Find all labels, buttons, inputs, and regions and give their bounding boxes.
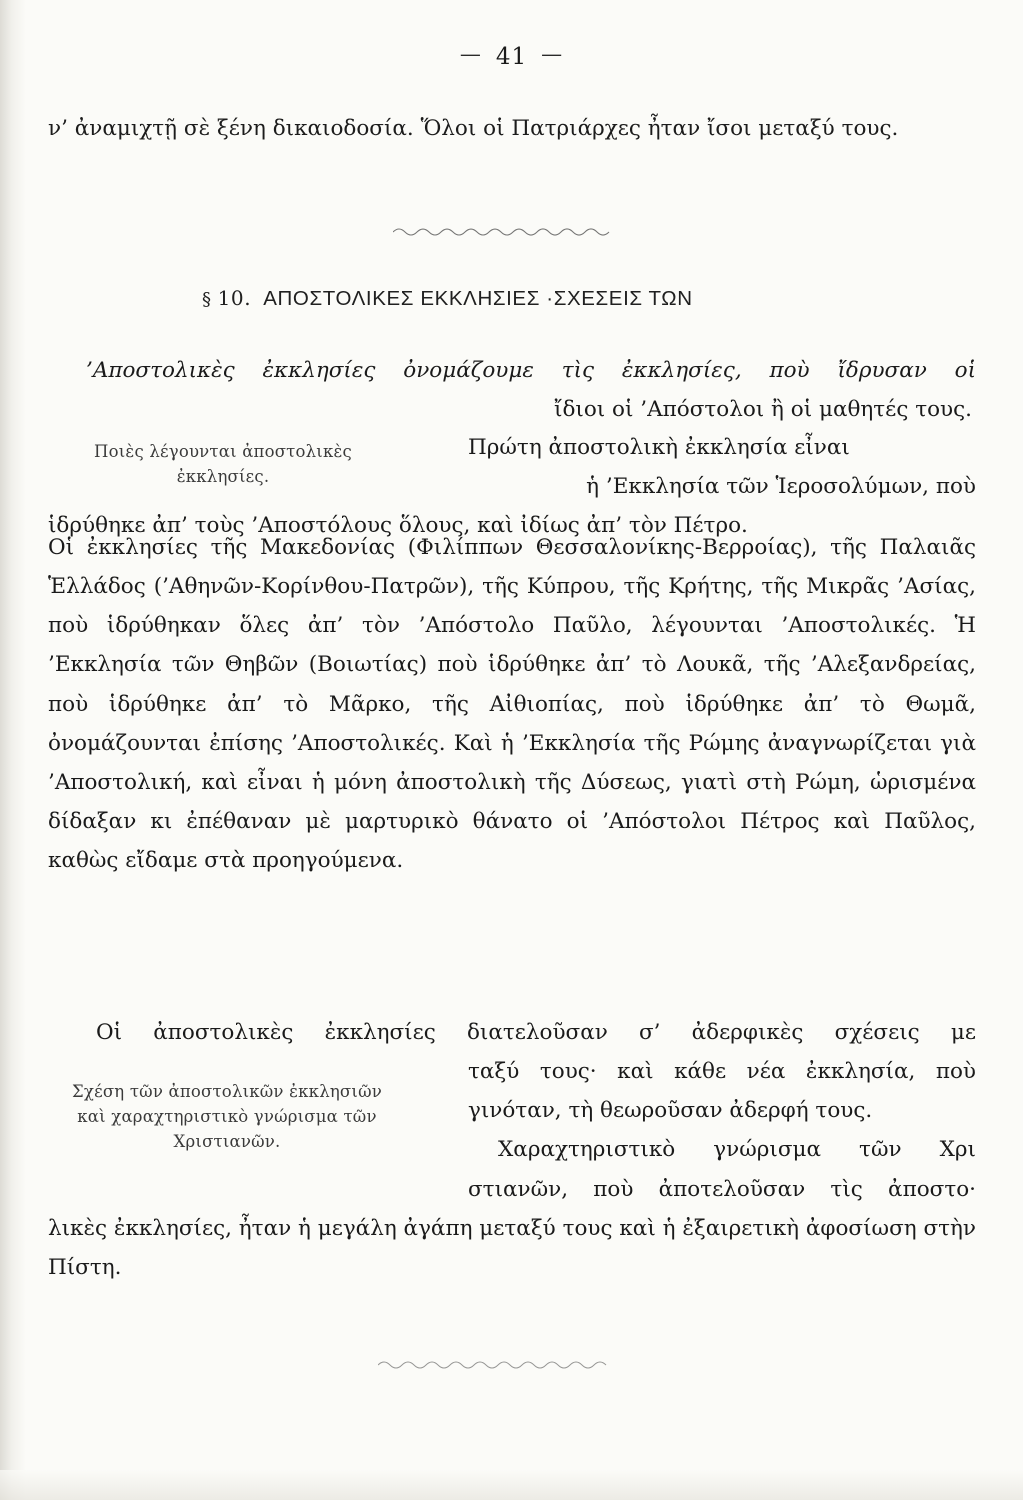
section-number: 10. xyxy=(217,286,252,310)
paragraph-line: γινόταν, τὴ θεωροῦσαν ἀδερφή τους. xyxy=(468,1098,873,1124)
paragraph-list-of-churches: Οἱ ἐκκλησίες τῆς Μακεδονίας (Φιλίππων Θεσσαλονίκης-Βερροίας), τῆς Παλαιᾶς Ἑλλάδος (’Αθηνῶν-Κορίνθου-Πατρῶν), τῆς Κύπρου, τῆς Κρήτης, τῆς Μικρᾶς ’Ασίας, ποὺ ἱδρύθηκαν ὅλες ἀπ’ τὸν ’Απόστολο Παῦλο, λέγουνται ’Αποστολικές. Ἡ ’Εκκλησία τῶν Θηβῶν (Βοιωτίας) ποὺ ἱδρύθηκε ἀπ’ τὸ Λουκᾶ, τῆς ’Αλεξανδρείας, ποὺ ἱδρύθηκε ἀπ’ τὸ Μᾶρκο, τῆς Αἰθιοπίας, ποὺ ἱδρύθηκε ἀπ’ τὸ Θωμᾶ, ὀνομάζουνται ἐπίσης ’Αποστολικές. Καὶ ἡ ’Εκκλησία τῆς Ρώμης ἀναγνωρίζεται γιὰ ’Αποστολική, καὶ εἶναι ἡ μόνη ἀποστολικὴ τῆς Δύσεως, γιατὶ στὴ Ρώμη, ὡρισμένα δίδαξαν κι ἐπέθαναν μὲ μαρτυρικὸ θάνατο οἱ ’Απόστολοι Πέτρος καὶ Παῦλος, καθὼς εἴδαμε στὰ προηγούμενα. xyxy=(48,535,976,873)
paragraph-line: Χαραχτηριστικὸ γνώρισμα τῶν Χρι xyxy=(498,1137,976,1163)
page-number-dash-right: — xyxy=(541,42,564,66)
scan-edge-shadow xyxy=(0,0,26,1500)
section-heading xyxy=(202,286,902,311)
continuation-paragraph: ν’ ἀναμιχτῇ σὲ ξένη δικαιοδοσία. Ὅλοι οἱ Πατριάρχες ἦταν ἴσοι μεταξύ τους. xyxy=(48,116,899,141)
page-number-dash-left: — xyxy=(459,42,482,66)
paragraph-line: στιανῶν, ποὺ ἀποτελοῦσαν τὶς ἀποστο· xyxy=(468,1176,976,1202)
paragraph-line: Οἱ ἀποστολικὲς ἐκκλησίες διατελοῦσαν σ’ ἀδερφικὲς σχέσεις με xyxy=(96,1020,976,1045)
squiggle-divider-bottom-icon xyxy=(378,1358,616,1370)
page-number: 41 xyxy=(495,44,528,70)
paragraph-line: Πρώτη ἀποστολικὴ ἐκκλησία εἶναι xyxy=(468,435,850,461)
paragraph-line: ἱδρύθηκε ἀπ’ τοὺς ’Αποστόλους ὅλους, καὶ ἰδίως ἀπ’ τὸν Πέτρο. xyxy=(48,512,748,538)
paragraph-line: ἡ ’Εκκλησία τῶν Ἱεροσολύμων, ποὺ xyxy=(586,474,976,500)
margin-note-relations: Σχέση τῶν ἀποστολικῶν ἐκκλησιῶν καὶ χαραχτηριστικὸ γνώρισμα τῶν Χριστιανῶν. xyxy=(72,1082,382,1151)
paragraph-line: ἴδιοι οἱ ’Απόστολοι ἢ οἱ μαθητές τους. xyxy=(554,396,972,422)
paragraph-line: ταξύ τους· καὶ κάθε νέα ἐκκλησία, ποὺ xyxy=(468,1059,976,1085)
section-title: ΑΠΟΣΤΟΛΙΚΕΣ ΕΚΚΛΗΣΙΕΣ ·ΣΧΕΣΕΙΣ ΤΩΝ xyxy=(263,287,693,310)
paragraph-line: λικὲς ἐκκλησίες, ἦταν ἡ μεγάλη ἀγάπη μεταξύ τους καὶ ἡ ἐξαιρετικὴ ἀφοσίωση στὴν Πίστη. xyxy=(48,1215,976,1280)
paragraph-brotherly-relations xyxy=(48,1013,976,1287)
margin-note-definition: Ποιὲς λέγουνται ἀποστολικὲς ἐκκλησίες. xyxy=(94,442,352,486)
squiggle-divider-icon xyxy=(393,225,613,237)
section-mark: § xyxy=(202,289,212,310)
page-number-header xyxy=(0,42,1023,70)
scan-edge-shadow-bottom xyxy=(0,1470,1023,1500)
paragraph-line: ’Αποστολικὲς ἐκκλησίες ὀνομάζουμε τὶς ἐκκλησίες, ποὺ ἴδρυσαν οἱ xyxy=(86,358,976,383)
